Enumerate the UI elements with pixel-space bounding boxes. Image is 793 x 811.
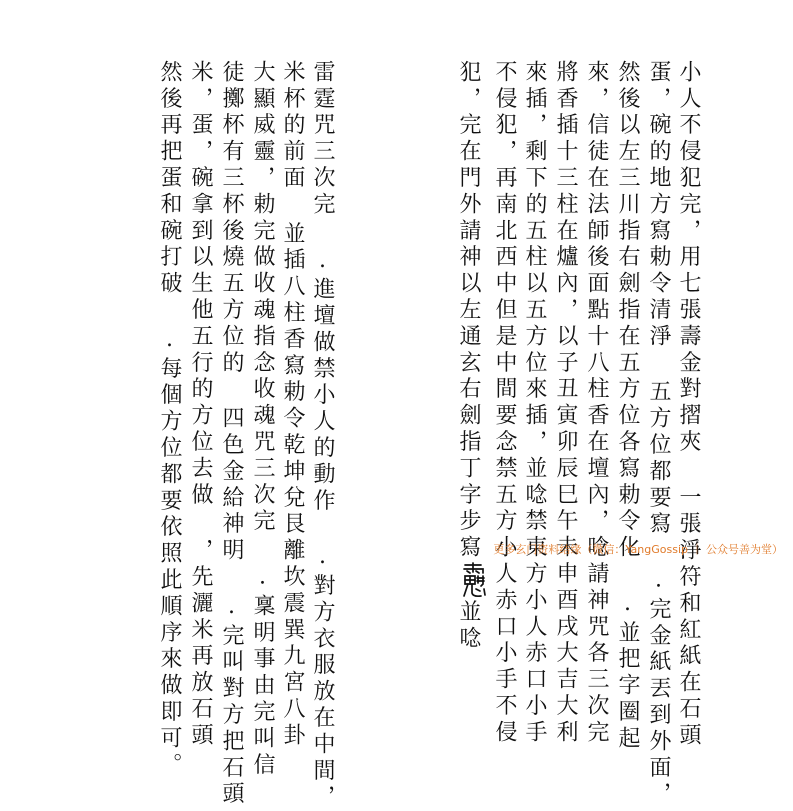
right-page bbox=[397, 0, 793, 809]
right-column-6: 來插，剩下的五柱以五方位來插，並唸禁東方小人赤口小手 bbox=[522, 60, 547, 747]
right-column-8-text-a: 犯，完在門外請神以左通玄右劍指丁字步寫 bbox=[456, 60, 481, 562]
footer-watermark: 更多玄门资料结缘（微信：YangGossip ｜ 公众号善为堂） bbox=[493, 543, 783, 556]
left-column-1: 雷霆咒三次完 .進壇做禁小人的動作 .對方衣服放在中間， bbox=[310, 60, 335, 811]
left-column-6: 然後再把蛋和碗打破 .每個方位都要依照此順序來做即可。 bbox=[157, 60, 182, 779]
right-column-2: 蛋，碗的地方寫勅令清淨 五方位都要寫 .完金紙丟到外面， bbox=[646, 60, 671, 809]
right-column-8-text-b: 並唸 bbox=[456, 599, 481, 653]
right-column-8 bbox=[456, 60, 487, 653]
right-column-7: 不侵犯，再南北西中但是中間要念禁五方小人赤口小手不侵 bbox=[492, 60, 517, 747]
left-column-3: 大顯威靈，勅完做收魂指念收魂咒三次完 .稟明事由完叫信 bbox=[250, 60, 275, 779]
left-column-2: 米杯的前面 並插八柱香寫勅令乾坤兌艮離坎震巽九宮八卦 bbox=[280, 60, 305, 750]
left-page bbox=[0, 0, 396, 811]
thunder-ghost-talisman-icon bbox=[461, 562, 487, 600]
right-column-5: 將香插十三柱在爐內，以子丑寅卯辰巳午未申酉戌大吉大利 bbox=[553, 60, 578, 747]
right-column-1: 小人不侵犯完，用七張壽金對摺夾 一張淨符和紅紙在石頭 bbox=[676, 60, 701, 750]
right-column-4: 來，信徒在法師後面點十八柱香在壇內，唸請神咒各三次完 bbox=[584, 60, 609, 747]
left-column-5: 米，蛋，碗拿到以生他五行的方位去做 ，先灑米再放石頭 bbox=[188, 60, 213, 750]
right-column-3: 然後以左三川指右劍指在五方位各寫勅令化 .並把字圈起 bbox=[615, 60, 640, 753]
left-column-4: 徒擲杯有三杯後燒五方位的 四色金給神明 .完叫對方把石頭 bbox=[219, 60, 244, 809]
